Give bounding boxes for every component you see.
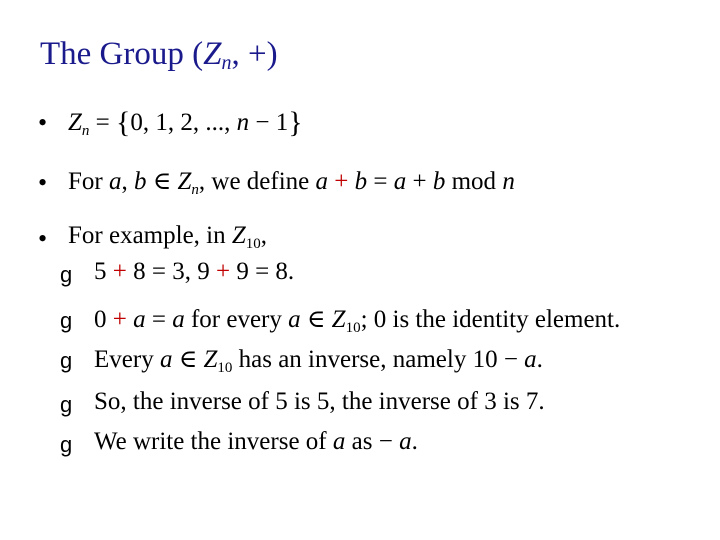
sub-bullet-icon: g xyxy=(60,432,73,457)
sub-bullet-icon: g xyxy=(60,348,73,373)
sub-bullet-icon: g xyxy=(60,392,73,417)
bullet-text: For example, in $Z_{10}$, xyxy=(68,222,268,252)
bullet-text: $Z_n = \{0$, 1, 2, ..., n − 1} xyxy=(68,106,303,139)
sub-bullet-text: We write the inverse of a as − a. xyxy=(94,428,418,455)
slide-title: The Group ($Z_n$, +) xyxy=(40,36,278,74)
sub-bullet-icon: g xyxy=(60,308,73,333)
sub-bullet-text: 5 + 8 = 3, 9 + 9 = 8. xyxy=(94,258,295,285)
bullet-icon: • xyxy=(38,108,48,137)
sub-bullet-text: Every a ∈ $Z_{10}$ has an inverse, namely 10 − a. xyxy=(94,346,543,376)
bullet-icon: • xyxy=(38,224,48,253)
sub-bullet-text: 0 + a = a for every a ∈ $Z_{10}$; 0 is the identity element. xyxy=(94,306,621,336)
bullet-icon: • xyxy=(38,168,48,197)
sub-bullet-text: So, the inverse of 5 is 5, the inverse of 3 is 7. xyxy=(94,388,545,415)
sub-bullet-icon: g xyxy=(60,262,73,287)
bullet-text: For a, b ∈ $Z_n$, we define a + b = a + b mod n xyxy=(68,168,515,198)
